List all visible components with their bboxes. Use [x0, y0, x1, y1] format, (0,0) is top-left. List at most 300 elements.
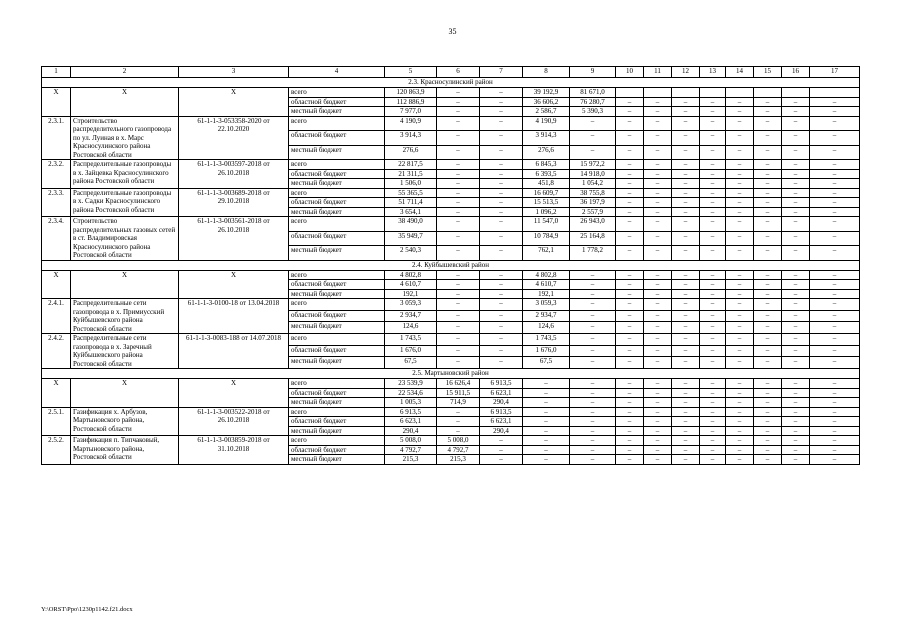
amount-cell: – [570, 310, 616, 322]
amount-cell: 67,5 [385, 357, 437, 369]
amount-cell: – [700, 436, 726, 446]
project-item-row [42, 160, 860, 170]
table-body [42, 67, 860, 465]
amount-cell: – [644, 426, 672, 436]
amount-cell: – [754, 445, 782, 455]
item-number: 2.4.1. [42, 299, 71, 334]
amount-cell: – [616, 169, 644, 179]
amount-cell: 2 934,7 [523, 310, 570, 322]
amount-cell: – [644, 322, 672, 334]
amount-cell: – [810, 426, 860, 436]
project-item-row [42, 334, 860, 346]
amount-cell: – [726, 289, 754, 299]
amount-cell: – [523, 436, 570, 446]
amount-cell: – [782, 97, 810, 107]
amount-cell: – [782, 116, 810, 131]
amount-cell: – [700, 179, 726, 189]
amount-cell: – [754, 455, 782, 465]
amount-cell: – [523, 426, 570, 436]
budget-source-label: областной бюджет [289, 310, 385, 322]
amount-cell: – [644, 357, 672, 369]
amount-cell [754, 88, 782, 98]
amount-cell: – [782, 280, 810, 290]
amount-cell: 762,1 [523, 246, 570, 261]
amount-cell: – [672, 345, 700, 357]
amount-cell: – [570, 270, 616, 280]
amount-cell: – [644, 310, 672, 322]
amount-cell: – [616, 445, 644, 455]
amount-cell: – [700, 160, 726, 170]
amount-cell: – [523, 379, 570, 389]
amount-cell: – [810, 169, 860, 179]
column-number: 9 [570, 67, 616, 78]
amount-cell: 6 913,5 [385, 407, 437, 417]
budget-source-label: областной бюджет [289, 231, 385, 246]
amount-cell: – [570, 398, 616, 408]
amount-cell: – [782, 379, 810, 389]
amount-cell: – [570, 289, 616, 299]
item-name: Распределительные газопроводы в х. Зайцевка Красносулинского района Ростовской области [71, 160, 179, 189]
amount-cell: – [480, 107, 523, 117]
amount-cell: – [616, 426, 644, 436]
amount-cell: – [700, 131, 726, 146]
amount-cell: – [570, 436, 616, 446]
amount-cell: – [644, 280, 672, 290]
amount-cell: – [644, 289, 672, 299]
amount-cell: – [782, 246, 810, 261]
budget-source-label: всего [289, 188, 385, 198]
amount-cell: – [570, 334, 616, 346]
amount-cell: 38 755,8 [570, 188, 616, 198]
amount-cell: 11 547,0 [523, 217, 570, 232]
amount-cell: – [810, 388, 860, 398]
amount-cell: – [672, 207, 700, 217]
amount-cell: – [437, 188, 480, 198]
budget-source-label: всего [289, 334, 385, 346]
amount-cell: – [754, 246, 782, 261]
amount-cell: – [782, 345, 810, 357]
amount-cell: – [726, 407, 754, 417]
amount-cell: – [726, 160, 754, 170]
amount-cell: – [726, 179, 754, 189]
item-number: 2.5.1. [42, 407, 71, 436]
amount-cell: – [644, 407, 672, 417]
budget-source-label: областной бюджет [289, 97, 385, 107]
amount-cell: – [616, 388, 644, 398]
amount-cell: – [672, 116, 700, 131]
amount-cell: – [672, 426, 700, 436]
column-number: 15 [754, 67, 782, 78]
amount-cell: – [480, 455, 523, 465]
project-item-row [42, 116, 860, 131]
budget-source-label: местный бюджет [289, 426, 385, 436]
amount-cell: – [672, 169, 700, 179]
amount-cell: – [810, 280, 860, 290]
item-number: 2.5.2. [42, 436, 71, 465]
amount-cell: – [616, 407, 644, 417]
amount-cell: – [782, 198, 810, 208]
amount-cell: – [754, 116, 782, 131]
item-name: Строительство распределительных газовых сетей в ст. Владимировская Красносулинского района Ростовской области [71, 217, 179, 261]
amount-cell: – [523, 455, 570, 465]
amount-cell: – [810, 116, 860, 131]
amount-cell: 4 802,8 [523, 270, 570, 280]
item-reference: 61-1-1-3-003522-2018 от 26.10.2018 [179, 407, 289, 436]
amount-cell: – [726, 97, 754, 107]
amount-cell: – [616, 357, 644, 369]
amount-cell: – [810, 207, 860, 217]
column-number-row [42, 67, 860, 78]
amount-cell: – [810, 334, 860, 346]
amount-cell: – [700, 207, 726, 217]
amount-cell: – [437, 131, 480, 146]
amount-cell: – [570, 417, 616, 427]
amount-cell: – [782, 231, 810, 246]
budget-source-label: областной бюджет [289, 198, 385, 208]
amount-cell: – [782, 322, 810, 334]
amount-cell: – [672, 217, 700, 232]
item-number: 2.4.2. [42, 334, 71, 369]
item-name: Х [71, 88, 179, 117]
item-name: Распределительные сети газопровода в х. Заречный Куйбышевского района Ростовской области [71, 334, 179, 369]
amount-cell: – [616, 217, 644, 232]
amount-cell [782, 88, 810, 98]
amount-cell: – [810, 398, 860, 408]
amount-cell: – [810, 198, 860, 208]
amount-cell: – [810, 379, 860, 389]
amount-cell: – [700, 116, 726, 131]
amount-cell: – [437, 231, 480, 246]
amount-cell: – [754, 280, 782, 290]
amount-cell: 6 913,5 [480, 379, 523, 389]
amount-cell: 36 197,9 [570, 198, 616, 208]
amount-cell: 4 190,9 [523, 116, 570, 131]
budget-source-label: всего [289, 88, 385, 98]
amount-cell: 39 192,9 [523, 88, 570, 98]
amount-cell: 3 914,3 [385, 131, 437, 146]
amount-cell: – [570, 345, 616, 357]
amount-cell: – [726, 322, 754, 334]
amount-cell: – [726, 188, 754, 198]
amount-cell: – [726, 417, 754, 427]
amount-cell: 15 972,2 [570, 160, 616, 170]
amount-cell: 21 311,5 [385, 169, 437, 179]
budget-source-label: местный бюджет [289, 246, 385, 261]
amount-cell: 6 913,5 [480, 407, 523, 417]
amount-cell: – [644, 188, 672, 198]
item-name: Газификация п. Типчаковый, Мартыновского района, Ростовской области [71, 436, 179, 465]
amount-cell: – [810, 188, 860, 198]
amount-cell: – [570, 379, 616, 389]
amount-cell: – [616, 207, 644, 217]
amount-cell: – [810, 145, 860, 160]
amount-cell: 4 610,7 [385, 280, 437, 290]
amount-cell: – [437, 246, 480, 261]
amount-cell: 2 540,3 [385, 246, 437, 261]
amount-cell: – [782, 169, 810, 179]
amount-cell: – [782, 455, 810, 465]
amount-cell: – [616, 345, 644, 357]
amount-cell: – [810, 417, 860, 427]
amount-cell: – [480, 357, 523, 369]
amount-cell: – [726, 116, 754, 131]
amount-cell: – [644, 179, 672, 189]
column-number: 6 [437, 67, 480, 78]
amount-cell: – [616, 398, 644, 408]
amount-cell: – [726, 198, 754, 208]
amount-cell: – [480, 169, 523, 179]
amount-cell: – [570, 357, 616, 369]
amount-cell: – [754, 188, 782, 198]
amount-cell: 2 934,7 [385, 310, 437, 322]
amount-cell: 4 610,7 [523, 280, 570, 290]
amount-cell: – [700, 246, 726, 261]
budget-source-label: всего [289, 299, 385, 311]
amount-cell: – [644, 345, 672, 357]
amount-cell: 1 054,2 [570, 179, 616, 189]
amount-cell: – [672, 334, 700, 346]
amount-cell: – [726, 231, 754, 246]
column-number: 4 [289, 67, 385, 78]
section-total-row [42, 379, 860, 389]
amount-cell: – [672, 388, 700, 398]
amount-cell: 192,1 [523, 289, 570, 299]
item-number: Х [42, 379, 71, 408]
amount-cell: – [480, 116, 523, 131]
amount-cell: 4 802,8 [385, 270, 437, 280]
item-name: Х [71, 270, 179, 299]
amount-cell: – [480, 280, 523, 290]
amount-cell: – [754, 299, 782, 311]
item-number: 2.3.4. [42, 217, 71, 261]
amount-cell: – [782, 357, 810, 369]
amount-cell: – [480, 345, 523, 357]
amount-cell: 7 977,0 [385, 107, 437, 117]
amount-cell: 76 280,7 [570, 97, 616, 107]
column-number: 8 [523, 67, 570, 78]
amount-cell: – [726, 280, 754, 290]
amount-cell: – [754, 207, 782, 217]
amount-cell: – [616, 97, 644, 107]
budget-source-label: областной бюджет [289, 280, 385, 290]
item-reference: 61-1-1-3-0100-18 от 13.04.2018 [179, 299, 289, 334]
amount-cell: 15 911,5 [437, 388, 480, 398]
amount-cell: – [754, 198, 782, 208]
amount-cell: – [672, 379, 700, 389]
amount-cell: – [616, 270, 644, 280]
amount-cell: – [616, 280, 644, 290]
project-item-row [42, 188, 860, 198]
amount-cell: – [437, 417, 480, 427]
amount-cell: – [437, 426, 480, 436]
budget-source-label: местный бюджет [289, 357, 385, 369]
project-item-row [42, 407, 860, 417]
amount-cell: – [754, 231, 782, 246]
amount-cell: – [672, 131, 700, 146]
section-header-row [42, 369, 860, 379]
amount-cell: – [700, 198, 726, 208]
amount-cell: – [644, 145, 672, 160]
amount-cell: 5 008,0 [437, 436, 480, 446]
amount-cell: – [437, 116, 480, 131]
amount-cell: – [700, 107, 726, 117]
amount-cell: – [782, 107, 810, 117]
amount-cell: – [810, 179, 860, 189]
item-reference: 61-1-1-3-003561-2018 от 26.10.2018 [179, 217, 289, 261]
amount-cell: – [782, 388, 810, 398]
page-number: 35 [448, 27, 457, 36]
amount-cell: – [644, 217, 672, 232]
amount-cell: – [480, 188, 523, 198]
amount-cell: – [700, 270, 726, 280]
amount-cell: – [616, 198, 644, 208]
amount-cell: – [616, 379, 644, 389]
item-name: Строительство распределительного газопровода по ул. Луиная в х. Марс Красносулинского района Ростовской области [71, 116, 179, 160]
amount-cell: – [754, 289, 782, 299]
section-header-row [42, 78, 860, 88]
amount-cell: – [644, 455, 672, 465]
amount-cell: 215,3 [437, 455, 480, 465]
amount-cell: – [726, 426, 754, 436]
amount-cell: – [810, 310, 860, 322]
amount-cell: – [726, 379, 754, 389]
amount-cell: – [437, 179, 480, 189]
amount-cell: – [782, 188, 810, 198]
amount-cell: – [726, 345, 754, 357]
column-number: 2 [71, 67, 179, 78]
amount-cell: – [700, 445, 726, 455]
amount-cell: – [726, 310, 754, 322]
amount-cell: – [616, 455, 644, 465]
budget-source-label: всего [289, 270, 385, 280]
amount-cell: – [726, 169, 754, 179]
item-reference: 61-1-1-3-003597-2018 от 26.10.2018 [179, 160, 289, 189]
item-number: Х [42, 88, 71, 117]
amount-cell: 215,3 [385, 455, 437, 465]
amount-cell: 16 626,4 [437, 379, 480, 389]
amount-cell: – [700, 417, 726, 427]
amount-cell: 26 943,0 [570, 217, 616, 232]
amount-cell: – [644, 436, 672, 446]
amount-cell: 6 845,3 [523, 160, 570, 170]
amount-cell: 3 654,1 [385, 207, 437, 217]
amount-cell: – [726, 217, 754, 232]
amount-cell: 714,9 [437, 398, 480, 408]
amount-cell: – [672, 455, 700, 465]
amount-cell: – [437, 280, 480, 290]
amount-cell: – [672, 289, 700, 299]
amount-cell: – [810, 246, 860, 261]
amount-cell: – [754, 388, 782, 398]
amount-cell: – [700, 426, 726, 436]
item-reference: 61-1-1-3-003689-2018 от 29.10.2018 [179, 188, 289, 217]
amount-cell: 290,4 [480, 426, 523, 436]
amount-cell: – [782, 445, 810, 455]
amount-cell: – [480, 207, 523, 217]
column-number: 10 [616, 67, 644, 78]
amount-cell: 1 743,5 [523, 334, 570, 346]
amount-cell: – [782, 398, 810, 408]
amount-cell: – [480, 289, 523, 299]
amount-cell: 4 792,7 [437, 445, 480, 455]
amount-cell: – [644, 116, 672, 131]
budget-table [41, 66, 860, 465]
amount-cell: – [523, 445, 570, 455]
amount-cell: – [700, 345, 726, 357]
amount-cell [726, 88, 754, 98]
budget-source-label: областной бюджет [289, 388, 385, 398]
amount-cell: – [754, 407, 782, 417]
amount-cell: – [754, 145, 782, 160]
amount-cell: – [480, 310, 523, 322]
amount-cell: – [700, 97, 726, 107]
amount-cell: – [644, 334, 672, 346]
amount-cell: – [672, 407, 700, 417]
amount-cell: – [810, 299, 860, 311]
amount-cell: – [754, 97, 782, 107]
amount-cell: 67,5 [523, 357, 570, 369]
amount-cell: 276,6 [385, 145, 437, 160]
amount-cell: 1 676,0 [523, 345, 570, 357]
amount-cell: 290,4 [385, 426, 437, 436]
amount-cell: – [782, 436, 810, 446]
amount-cell: – [644, 107, 672, 117]
amount-cell: – [754, 160, 782, 170]
amount-cell: – [437, 145, 480, 160]
amount-cell: – [810, 217, 860, 232]
amount-cell: 3 059,3 [523, 299, 570, 311]
amount-cell: – [700, 357, 726, 369]
item-name: Распределительные сети газопровода в х. Примиусский Куйбышевского района Ростовской области [71, 299, 179, 334]
amount-cell: – [672, 179, 700, 189]
amount-cell: – [726, 131, 754, 146]
amount-cell: – [810, 345, 860, 357]
amount-cell: – [672, 322, 700, 334]
amount-cell: 6 623,1 [480, 388, 523, 398]
amount-cell: – [570, 455, 616, 465]
budget-source-label: областной бюджет [289, 345, 385, 357]
amount-cell: – [523, 388, 570, 398]
amount-cell: – [672, 188, 700, 198]
amount-cell: 22 534,6 [385, 388, 437, 398]
amount-cell: – [480, 88, 523, 98]
amount-cell: – [672, 436, 700, 446]
amount-cell: – [437, 407, 480, 417]
amount-cell: – [480, 97, 523, 107]
amount-cell: – [726, 299, 754, 311]
amount-cell: – [672, 145, 700, 160]
amount-cell: – [700, 299, 726, 311]
amount-cell: – [782, 407, 810, 417]
amount-cell: – [810, 231, 860, 246]
amount-cell: – [570, 445, 616, 455]
amount-cell: – [754, 107, 782, 117]
amount-cell: – [726, 246, 754, 261]
amount-cell: – [672, 357, 700, 369]
amount-cell: – [700, 310, 726, 322]
amount-cell: – [437, 289, 480, 299]
footer-file-path: Y:\ORST\Ppo\1230p1142.f21.docx [41, 606, 133, 613]
amount-cell: – [480, 217, 523, 232]
amount-cell: 192,1 [385, 289, 437, 299]
budget-source-label: местный бюджет [289, 145, 385, 160]
amount-cell: – [480, 445, 523, 455]
amount-cell: – [616, 334, 644, 346]
amount-cell: – [437, 198, 480, 208]
item-reference: Х [179, 379, 289, 408]
amount-cell: – [810, 160, 860, 170]
budget-source-label: всего [289, 436, 385, 446]
